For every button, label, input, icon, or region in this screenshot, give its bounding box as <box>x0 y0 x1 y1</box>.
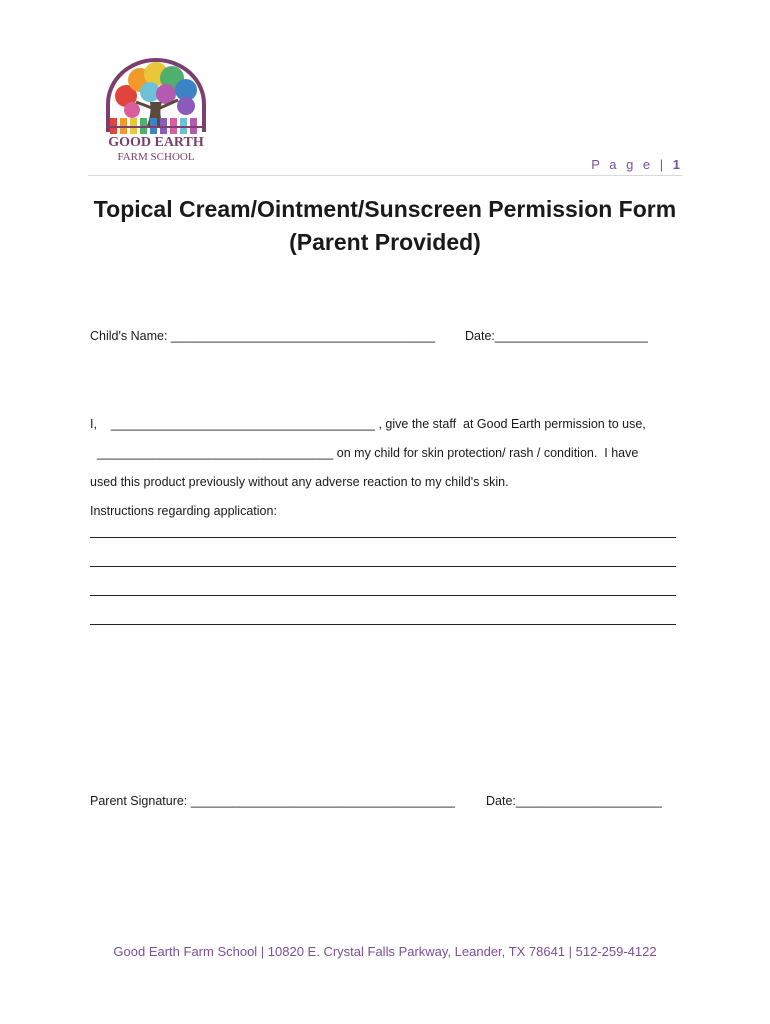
permission-line-2[interactable]: __________________________________ on my child for skin protection/ rash / condition. I have <box>90 446 639 460</box>
child-date-field[interactable]: Date:______________________ <box>465 329 648 343</box>
instructions-line-4[interactable] <box>90 624 676 625</box>
footer-address: Good Earth Farm School | 10820 E. Crystal Falls Parkway, Leander, TX 78641 | 512-259-4122 <box>113 944 657 959</box>
permission-line-1[interactable]: I, ______________________________________ , give the staff at Good Earth permission to use, <box>90 417 646 431</box>
page-label: P a g e | <box>591 157 667 172</box>
header-divider <box>88 175 682 176</box>
signature-date-field[interactable]: Date:_____________________ <box>486 794 662 808</box>
instructions-line-3[interactable] <box>90 595 676 596</box>
svg-text:FARM SCHOOL: FARM SCHOOL <box>117 151 195 163</box>
parent-signature-field[interactable]: Parent Signature: ______________________________________ <box>90 794 455 808</box>
school-logo <box>100 56 212 166</box>
permission-line-3: used this product previously without any adverse reaction to my child's skin. <box>90 475 509 489</box>
childs-name-field[interactable]: Child's Name: ______________________________________ <box>90 329 436 343</box>
instructions-label: Instructions regarding application: <box>90 504 277 518</box>
svg-text:GOOD EARTH: GOOD EARTH <box>108 135 204 150</box>
instructions-line-1[interactable] <box>90 537 676 538</box>
instructions-line-2[interactable] <box>90 566 676 567</box>
page-number-value: 1 <box>672 157 680 172</box>
form-title: Topical Cream/Ointment/Sunscreen Permission Form <box>93 196 677 222</box>
page-number <box>591 157 680 172</box>
form-subtitle: (Parent Provided) <box>289 229 481 255</box>
